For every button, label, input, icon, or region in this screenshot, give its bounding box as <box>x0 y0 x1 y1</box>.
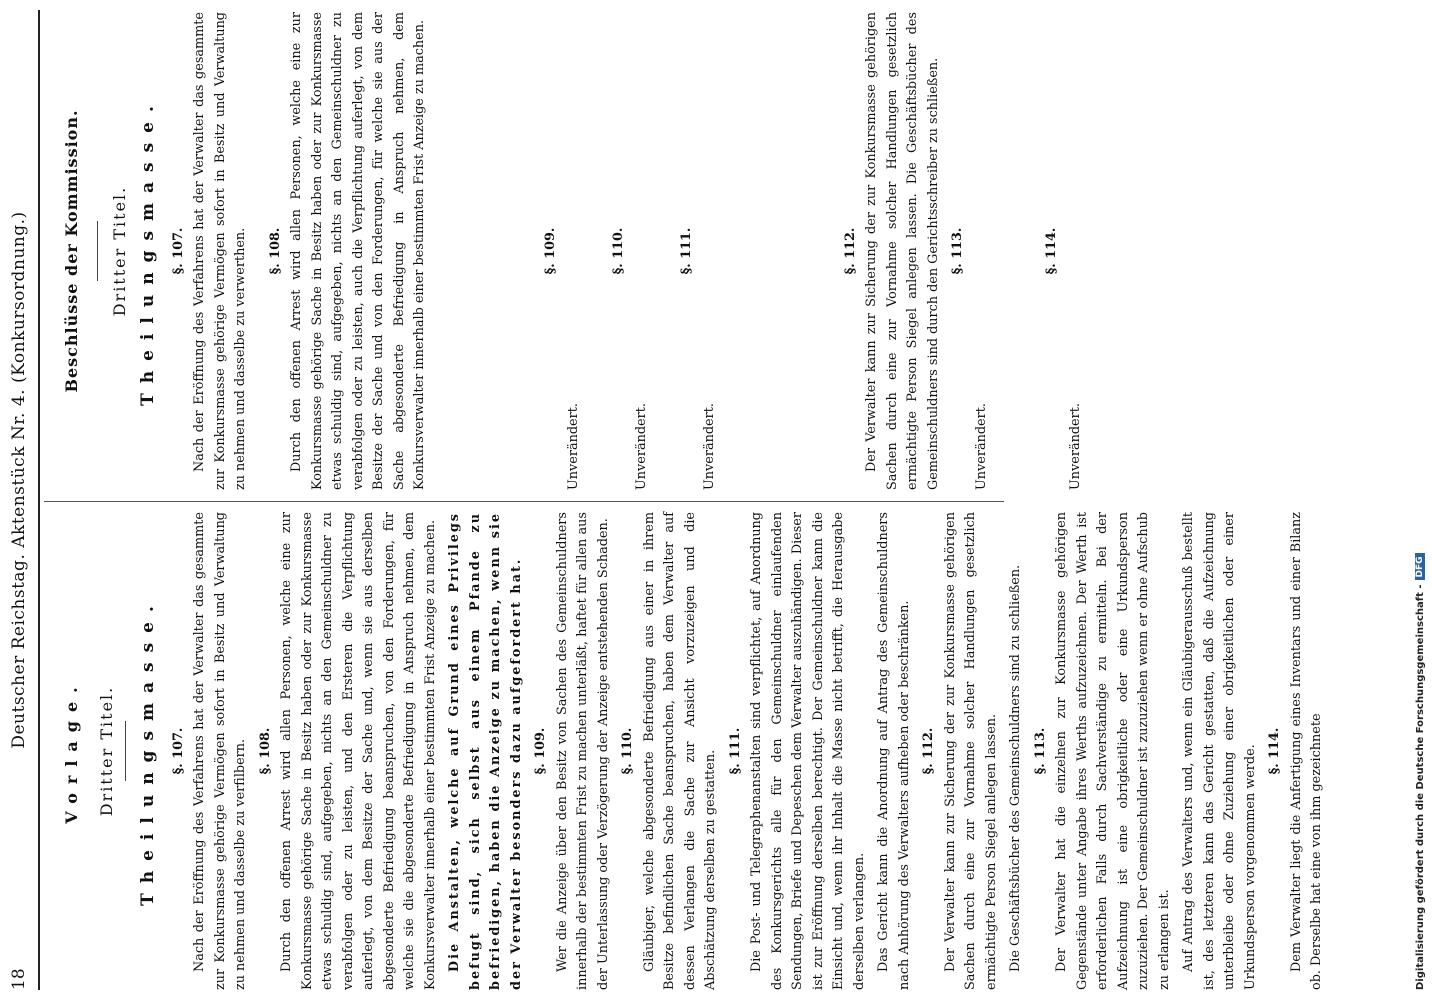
paragraph-text: Die Geschäftsbücher des Gemeinschuldners sind zu schließen. <box>1008 564 1023 972</box>
paragraph-text: Dem Verwalter liegt die Anfertigung eines Inventars und einer Bilanz ob. Derselbe hat eine von ihm gezeichnete <box>1288 512 1324 990</box>
page-header <box>0 10 40 990</box>
paragraph-text: Auf Antrag des Verwalters und, wenn ein Gläubigerausschuß bestellt ist, des letzteren kann das Gericht gestatten, daß die Aufzeichnung unterbleibe oder ohne Zuziehung einer obrigkeitlichen oder einer Urkundsperson vorgenommen werde. <box>1181 512 1258 990</box>
paragraph-label: §. 114. <box>1044 227 1059 275</box>
paragraph-text: Unverändert. <box>566 403 581 490</box>
paragraph-text: Der Verwalter hat die einzelnen zur Konkursmasse gehörigen Gegenstände unter Angabe ihres Werths aufzuzeichnen. Der Werth ist erforderlichen Falls durch Sachverständige zu ermitteln. Bei der Aufzeichnung ist eine obrigkeitliche oder eine Urkundsperson zuzuziehen. Der Gemeinschuldner ist zuzuziehen wenn er ohne Aufschub zu erlangen ist. <box>1054 512 1172 990</box>
paragraph-label: §. 114. <box>1267 727 1282 775</box>
column-divider <box>44 501 1004 502</box>
paragraph-label: §. 111. <box>727 727 743 775</box>
section-subtitle: Theilungsmasse. <box>138 596 158 906</box>
section-title: Dritter Titel. <box>109 185 129 317</box>
divider <box>125 721 126 781</box>
digitization-credit <box>1411 10 1429 990</box>
paragraph-label: §. 107. <box>170 227 186 275</box>
paragraph-text: Die Anstalten, welche auf Grund eines Privilegs befugt sind, sich selbst aus einem Pfande zu befriedigen, haben die Anzeige zu machen, wenn sie der Verwalter besonders dazu aufgefordert hat. <box>447 512 524 990</box>
running-title: Deutscher Reichstag. Aktenstück Nr. 4. (Konkursordnung.) <box>9 211 29 749</box>
paragraph-text: Der Verwalter kann zur Sicherung der zur Konkursmasse gehörigen Sachen durch eine zur Vornahme solcher Handlungen gesetzlich ermächtigte Person Siegel anlegen lassen. Die Geschäftsbücher des Gemeinschuldners sind durch den Gerichtsschreiber zu schließen. <box>864 12 941 490</box>
paragraph-label: §. 108. <box>257 727 273 775</box>
section-title: Dritter Titel. <box>96 685 116 817</box>
page-number: 18 <box>9 968 29 990</box>
paragraph-label: §. 108. <box>267 227 283 275</box>
right-column-kommission <box>58 12 1096 490</box>
divider <box>97 221 98 281</box>
paragraph-label: §. 110. <box>610 227 626 275</box>
paragraph-text: Nach der Eröffnung des Verfahrens hat der Verwalter das gesammte zur Konkursmasse gehörige Vermögen sofort in Besitz und Verwaltung zu nehmen und dasselbe zu verwerthen. <box>192 12 248 490</box>
paragraph-text: Wer die Anzeige über den Besitz von Sachen des Gemeinschuldners innerhalb der bestimmten Frist zu machen unterläßt, haftet für allen aus der Unterlassung oder Verzögerung der Anzeige entstehenden Schaden. <box>554 512 611 990</box>
section-subtitle: Theilungsmasse. <box>138 96 158 406</box>
paragraph-text: Nach der Eröffnung des Verfahrens hat der Verwalter das gesammte zur Konkursmasse gehörige Vermögen sofort in Besitz und Verwaltung zu nehmen und dasselbe zu verfilbern. <box>192 512 248 990</box>
column-heading: Vorlage. <box>62 678 81 824</box>
paragraph-text: Unverändert. <box>973 403 989 490</box>
paragraph-text: Die Post- und Telegraphenanstalten sind verpflichtet, auf Anordnung des Konkursgerichts alle für den Gemeinschuldner einlaufenden Sendungen, Briefe und Depeschen dem Verwalter auszuhändigen. Dieser ist zur Eröffnung derselben berechtigt. Der Gemeinschuldner kann die Einsicht und, wenn ihr Inhalt die Masse nicht betrifft, die Herausgabe derselben verlangen. <box>749 512 867 990</box>
credit-text: Digitalisierung gefördert durch die Deutsche Forschungsgemeinschaft - <box>1414 584 1426 990</box>
paragraph-label: §. 112. <box>921 727 936 775</box>
paragraph-text: Gläubiger, welche abgesonderte Befriedigung aus einer in ihrem Besitze befindlichen Sache beanspruchen, haben dem Verwalter auf dessen Verlangen die Sache zur Ansicht vorzuzeigen und die Abschätzung derselben zu gestatten. <box>641 512 718 990</box>
paragraph-label: §. 107. <box>170 727 186 775</box>
paragraph-label: §. 113. <box>950 227 965 275</box>
paragraph-text: Unverändert. <box>702 403 717 490</box>
paragraph-label: §. 109. <box>542 227 558 275</box>
dfg-logo: DFG <box>1415 553 1425 580</box>
paragraph-label: §. 109. <box>533 727 548 775</box>
paragraph-text: Der Verwalter kann zur Sicherung der zur Konkursmasse gehörigen Sachen durch eine zur Vornahme solcher Handlungen gesetzlich ermächtigte Person Siegel anlegen lassen. <box>942 512 999 990</box>
paragraph-text: Unverändert. <box>1067 403 1083 490</box>
paragraph-label: §. 113. <box>1032 727 1048 775</box>
paragraph-label: §. 110. <box>620 727 635 775</box>
paragraph-text: Das Gericht kann die Anordnung auf Antrag des Gemeinschuldners nach Anhörung des Verwalters aufheben oder beschränken. <box>876 512 912 990</box>
paragraph-label: §. 111. <box>678 227 694 275</box>
paragraph-text: Durch den offenen Arrest wird allen Personen, welche eine zur Konkursmasse gehörige Sache in Besitz haben oder zur Konkursmasse etwas schuldig sind, aufgegeben, nichts an den Gemeinschuldner zu verabfolgen oder zu leisten, auch die Verpflichtung auferlegt, von dem Besitze der Sache und von den Forderungen, für welche sie aus der Sache abgesonderte Befriedigung in Anspruch nehmen, dem Konkursverwalter innerhalb einer bestimmten Frist Anzeige zu machen. <box>289 12 427 490</box>
paragraph-text: Durch den offenen Arrest wird allen Personen, welche eine zur Konkursmasse gehörige Sache in Besitz haben oder zur Konkursmasse etwas schuldig sind, aufgegeben, nichts an den Gemeinschuldner zu verabfolgen oder zu leisten, und den Ersteren die Verpflichtung auferlegt, von dem Besitze der Sache und, wenn sie aus derselben abgesonderte Befriedigung beanspruchen, von den Forderungen, für welche sie die abgesonderte Befriedigung in Anspruch nehmen, dem Konkursverwalter innerhalb einer bestimmten Frist Anzeige zu machen. <box>279 512 438 990</box>
paragraph-label: §. 112. <box>842 227 858 275</box>
paragraph-text: Unverändert. <box>634 403 649 490</box>
left-column-vorlage <box>58 512 1332 990</box>
column-heading: Beschlüsse der Kommission. <box>62 109 81 393</box>
